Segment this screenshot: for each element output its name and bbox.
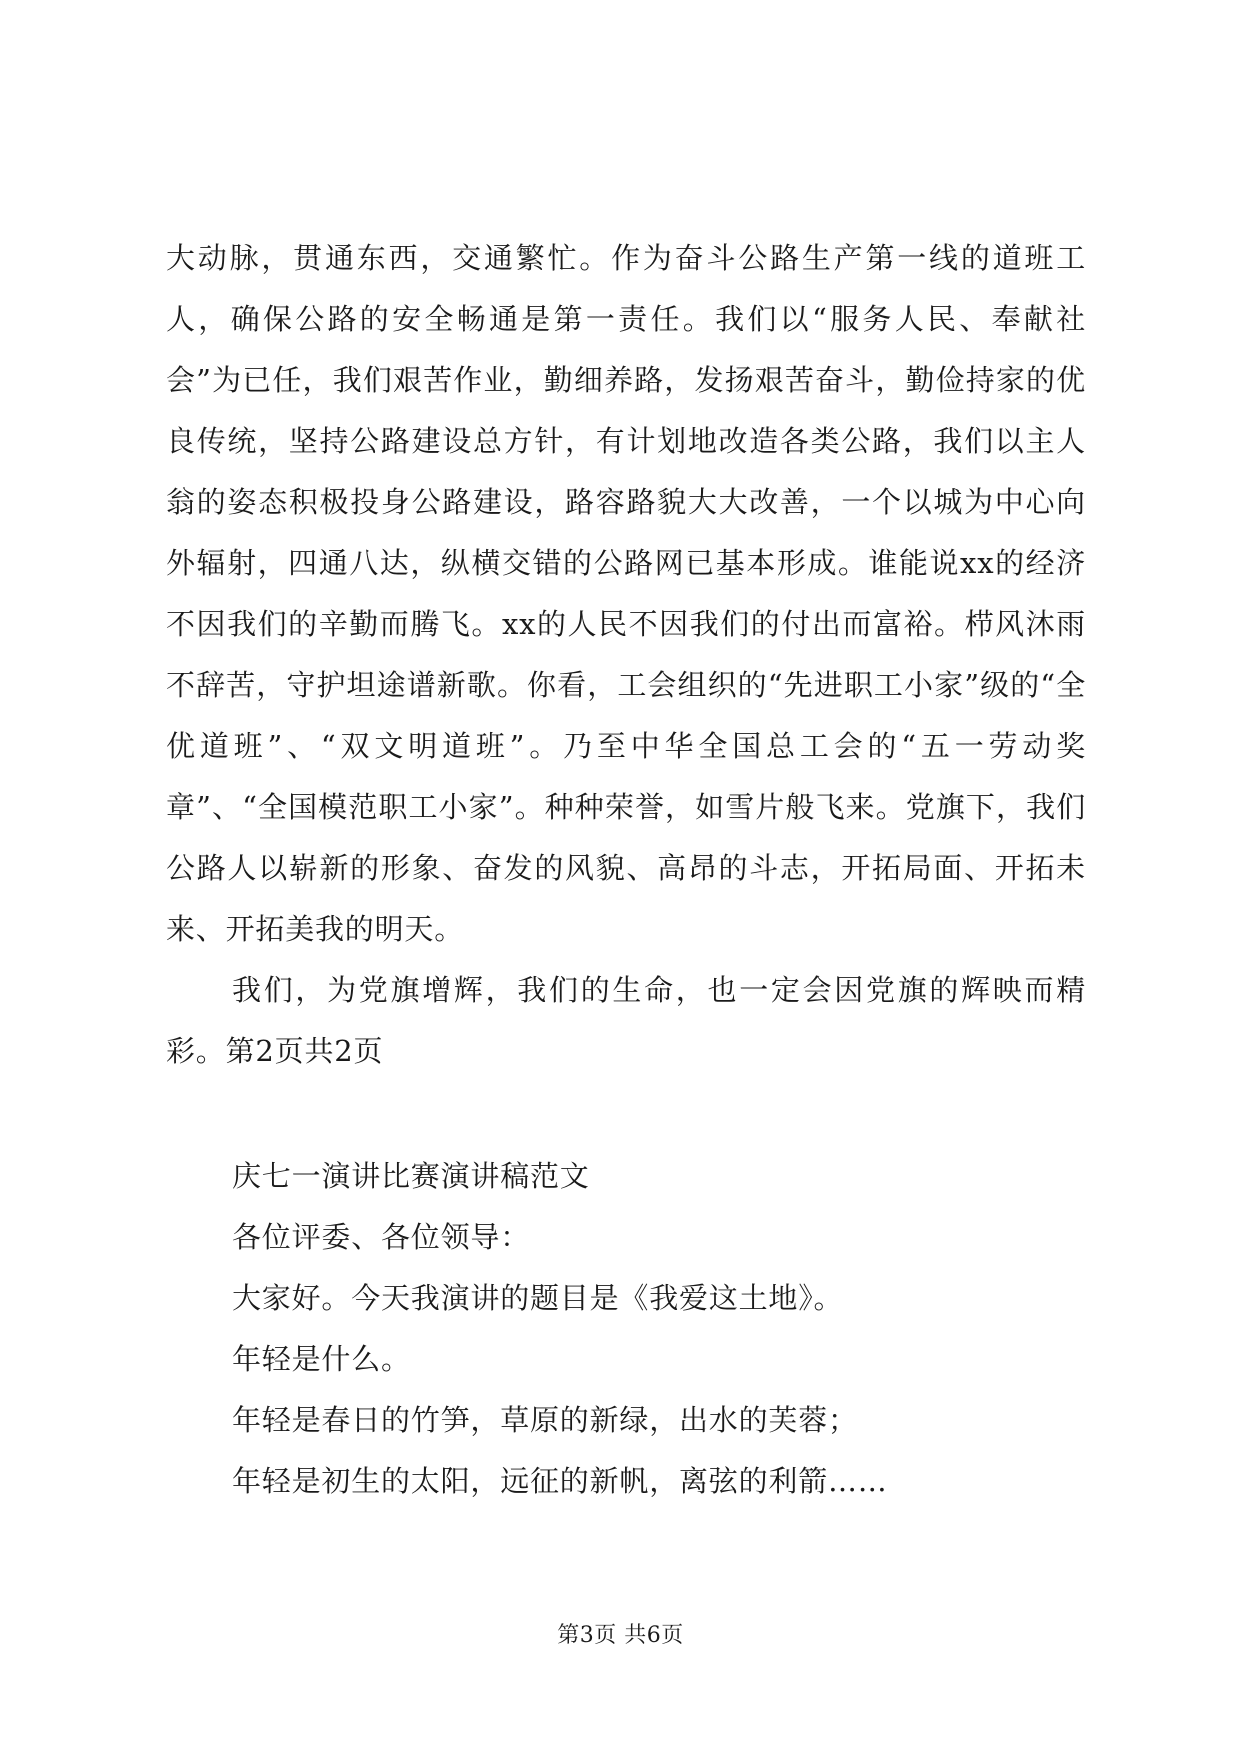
- speech-line: 年轻是春日的竹笋，草原的新绿，出水的芙蓉；: [232, 1403, 858, 1437]
- speech-line: 年轻是初生的太阳，远征的新帆，离弦的利箭……: [232, 1464, 888, 1498]
- document-body: [166, 228, 1086, 1082]
- page-number-footer: 第3页 共6页: [557, 1623, 684, 1648]
- paragraph-highway-workers: 大动脉，贯通东西，交通繁忙。作为奋斗公路生产第一线的道班工人，确保公路的安全畅通是第一责任。我们以“服务人民、奉献社会”为已任，我们艰苦作业，勤细养路，发扬艰苦奋斗，勤俭持家的优良传统，坚持公路建设总方针，有计划地改造各类公路，我们以主人翁的姿态积极投身公路建设，路容路貌大大改善，一个以城为中心向外辐射，四通八达，纵横交错的公路网已基本形成。谁能说xx的经济不因我们的辛勤而腾飞。xx的人民不因我们的付出而富裕。栉风沐雨不辞苦，守护坦途谱新歌。你看，工会组织的“先进职工小家”级的“全优道班”、“双文明道班”。乃至中华全国总工会的“五一劳动奖章”、“全国模范职工小家”。种种荣誉，如雪片般飞来。党旗下，我们公路人以崭新的形象、奋发的风貌、高昂的斗志，开拓局面、开拓未来、开拓美我的明天。: [166, 241, 1086, 946]
- speech-salutation: 各位评委、各位领导：: [232, 1220, 531, 1254]
- speech-section: [232, 1146, 1092, 1512]
- speech-title: 庆七一演讲比赛演讲稿范文: [232, 1159, 590, 1193]
- speech-question: 年轻是什么。: [232, 1342, 411, 1376]
- paragraph-party-flag: 我们，为党旗增辉，我们的生命，也一定会因党旗的辉映而精彩。第2页共2页: [166, 973, 1086, 1068]
- speech-greeting: 大家好。今天我演讲的题目是《我爱这土地》。: [232, 1281, 844, 1315]
